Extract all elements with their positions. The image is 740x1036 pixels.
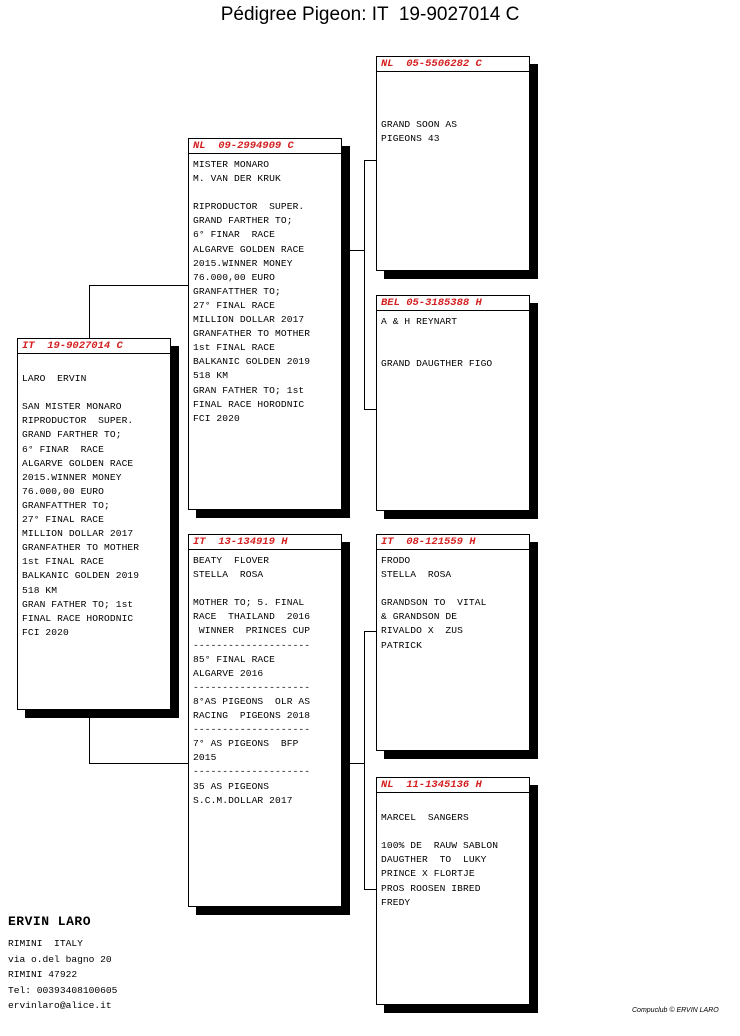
connector-dam-out — [349, 763, 364, 764]
connector-sire-out — [349, 250, 364, 251]
connector-sire-v — [364, 160, 365, 410]
pigeon-notes: MISTER MONARO M. VAN DER KRUK RIPRODUCTOR SUPER. GRAND FARTHER TO; 6° FINAR RACE ALGARVE GOLDEN RACE 2015.WINNER MONEY 76.000,00 EURO GRANFATTHER TO; 27° FINAL RACE MILLION DOLLAR 2017 GRANFATHER TO MOTHER 1st FINAL RACE BALKANIC GOLDEN 2019 518 KM GRAN FATHER TO; 1st FINAL RACE HORODNIC FCI 2020 — [193, 159, 311, 424]
connector-subject-dam-h — [89, 763, 188, 764]
pigeon-notes: FRODO STELLA ROSA GRANDSON TO VITAL & GRANDSON DE RIVALDO X ZUS PATRICK — [381, 555, 487, 651]
connector-dam-sire-h — [364, 631, 376, 632]
pigeon-notes: GRAND SOON AS PIGEONS 43 — [381, 119, 458, 145]
ring-number: BEL 05-3185388 H — [377, 296, 529, 311]
pigeon-card-dam — [188, 534, 342, 907]
footer-credit: Compuclub © ERVIN LARO — [632, 1007, 719, 1014]
connector-subject-dam-v — [89, 709, 90, 763]
pigeon-notes: MARCEL SANGERS 100% DE RAUW SABLON DAUGTHER TO LUKY PRINCE X FLORTJE PROS ROOSEN IBRED FREDY — [381, 812, 499, 908]
ring-number: NL 05-5506282 C — [377, 57, 529, 72]
connector-sire-dam-h — [364, 409, 376, 410]
ring-number: IT 13-134919 H — [189, 535, 341, 550]
pigeon-notes: BEATY FLOVER STELLA ROSA MOTHER TO; 5. FINAL RACE THAILAND 2016 WINNER PRINCES CUP -------------------- 85° FINAL RACE ALGARVE 2016 -------------------- 8°AS PIGEONS OLR AS RACING PIGEONS 2018 -------------------- 7° AS PIGEONS BFP 2015 -------------------- 35 AS PIGEONS S.C.M.DOLLAR 2017 — [193, 555, 311, 806]
pigeon-card-sire — [188, 138, 342, 510]
pigeon-card-dam-sire — [376, 534, 530, 751]
pigeon-card-dam-dam — [376, 777, 530, 1005]
connector-dam-v — [364, 631, 365, 890]
connector-subject-sire-h — [89, 285, 188, 286]
ring-number: NL 09-2994909 C — [189, 139, 341, 154]
pigeon-card-sire-dam — [376, 295, 530, 511]
pigeon-card-sire-sire — [376, 56, 530, 271]
connector-dam-dam-h — [364, 889, 376, 890]
ring-number: IT 19-9027014 C — [18, 339, 170, 354]
pigeon-card-subject — [17, 338, 171, 710]
pigeon-notes: LARO ERVIN SAN MISTER MONARO RIPRODUCTOR SUPER. GRAND FARTHER TO; 6° FINAR RACE ALGARVE GOLDEN RACE 2015.WINNER MONEY 76.000,00 EURO GRANFATTHER TO; 27° FINAL RACE MILLION DOLLAR 2017 GRANFATHER TO MOTHER 1st FINAL RACE BALKANIC GOLDEN 2019 518 KM GRAN FATHER TO; 1st FINAL RACE HORODNIC FCI 2020 — [22, 373, 140, 638]
pigeon-notes: A & H REYNART GRAND DAUGTHER FIGO — [381, 316, 493, 370]
connector-sire-sire-h — [364, 160, 376, 161]
connector-subject-sire-v — [89, 285, 90, 339]
owner-contact: RIMINI ITALY via o.del bagno 20 RIMINI 47922 Tel: 00393408100605 ervinlaro@alice.it — [8, 938, 118, 1011]
owner-name: ERVIN LARO — [8, 914, 92, 929]
ring-number: IT 08-121559 H — [377, 535, 529, 550]
page-title: Pédigree Pigeon: IT 19-9027014 C — [220, 4, 520, 25]
ring-number: NL 11-1345136 H — [377, 778, 529, 793]
